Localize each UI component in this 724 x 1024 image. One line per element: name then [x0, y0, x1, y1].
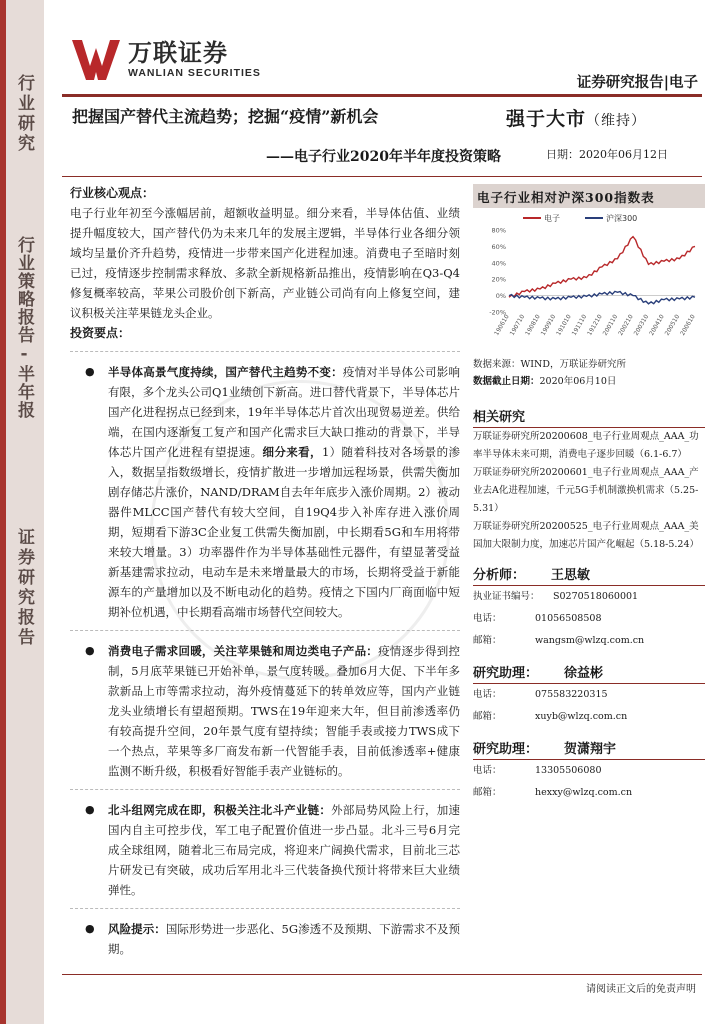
analyst-name: 王思敏 [551, 568, 591, 583]
bullet-divider [70, 630, 460, 631]
index-chart-svg [473, 208, 705, 350]
bullet-divider [70, 789, 460, 790]
y-tick-label: 80% [491, 226, 506, 235]
analyst-row-value: 01056508508 [535, 613, 602, 624]
y-tick-label: 60% [491, 242, 506, 251]
bullet-text: 外部局势风险上行，加速国内自主可控步伐，军工电子配置价值进一步凸显。北斗三号6月完成全球组网，随着北三布局完成，将迎来广阔换代需求，目前北三芯片研发已有突破，成功后军用北斗三代装备换代预计将带来巨大业绩弹性。 [108, 803, 461, 897]
rating-note: （维持） [586, 113, 647, 129]
analyst-row-key: 邮箱： [473, 635, 502, 646]
x-tick-label: 191110 [570, 313, 589, 337]
y-tick-label: -20% [489, 308, 506, 317]
bullet-heading: 北斗组网完成在即，积极关注北斗产业链： [108, 803, 332, 817]
analyst-row-key: 电话： [473, 613, 502, 624]
assistant-row-value: 13305506080 [535, 765, 602, 776]
related-research-list [473, 428, 705, 554]
analyst-label: 分析师： [473, 568, 526, 583]
analyst-heading [473, 564, 705, 586]
bullet-heading: 半导体高景气度持续，国产替代主趋势不变： [108, 365, 343, 379]
assistant-name: 徐益彬 [564, 666, 604, 681]
bullet-heading: 消费电子需求回暖，关注苹果链和周边类电子产品： [108, 644, 379, 658]
bullet-dot-icon: ● [85, 803, 95, 816]
core-view-text: 电子行业年初至今涨幅居前，超额收益明显。细分来看，半导体估值、业绩提升幅度较大，国产替代仍为未来几年的发展主逻辑，半导体行业各细分领域均呈量价齐升趋势，疫情进一步带来国产化进程加速。消费电子至暗时刻已过，疫情逐步控制需求释放、多款全新规格新品推出，疫情影响在Q3-Q4修复概率较高，苹果公司股价创下新高，产业链公司尚有向上修复空间，建议积极关注苹果链龙头企业。 [70, 206, 460, 320]
related-research-item: 万联证券研究所20200525_电子行业周观点_AAA_美国加大限制力度，加速芯片国产化崛起（5.18-5.24） [473, 521, 700, 550]
main-column [70, 183, 460, 959]
bullet-item [70, 800, 460, 900]
bullet-dot-icon: ● [85, 922, 95, 935]
x-tick-label: 190710 [508, 313, 527, 337]
x-tick-label: 190910 [539, 313, 558, 337]
side-column [473, 184, 705, 804]
bullet-text-continued: 1）随着科技对各场景的渗入，数据呈指数级增长，疫情扩散进一步增加远程场景，供需失衡加剧存储芯片涨价，NAND/DRAM自去年年底步入涨价周期。2）被动器件MLCC国产替代有较大空间，自19Q4步入补库存进入涨价周期，短期看下游3C企业复工供需失衡加剧，中长期看5G和车用将带来较大增量。3）功率器件作为半导体基础性元器件，有望显著受益新基建需求拉动，电动车是未来增量最大的市场，长期将受益于新能源车的产量增加以及不断电动化的趋势。疫情之下国内厂商面临中短期补位机遇，中长期看高端市场替代空间较大。 [108, 445, 461, 619]
x-tick-label: 200610 [679, 313, 697, 337]
assistant-row [473, 760, 705, 782]
related-research-heading: 相关研究 [473, 406, 705, 428]
assistant-label: 研究助理： [473, 742, 539, 757]
index-chart [473, 208, 705, 350]
data-cutoff-date: 2020年06月10日 [539, 376, 617, 387]
side-accent-bar [0, 0, 6, 1024]
series-line [509, 237, 695, 298]
data-cutoff [473, 373, 705, 390]
wanlian-logo-icon [70, 36, 122, 82]
report-date: 日期：2020年06月12日 [546, 148, 668, 161]
bullet-item [70, 919, 460, 959]
analyst-row [473, 630, 705, 652]
x-tick-label: 200210 [617, 313, 635, 337]
y-tick-label: 20% [491, 275, 506, 284]
bullet-dot-icon: ● [85, 644, 95, 657]
bullet-text: 疫情对半导体公司影响有限，多个龙头公司Q1业绩创下新高。进口替代背景下，半导体芯片国产化进程拐点已经到来，19年半导体芯片首次出现贸易逆差。供给端，在国内逐渐复工复产和国产化需求巨大缺口推动的背景下，半导体芯片国产化进程有望提速。 [108, 365, 460, 459]
analyst-row-key: 执业证书编号： [473, 591, 540, 602]
assistant-row-value: xuyb@wlzq.com.cn [535, 711, 628, 722]
x-tick-label: 200410 [648, 313, 666, 337]
assistant-name: 贺潇翔宇 [564, 742, 617, 757]
assistant-heading [473, 738, 705, 760]
data-source: 数据来源：WIND，万联证券研究所 [473, 359, 626, 370]
disclaimer-note: 请阅读正文后的免责声明 [586, 984, 696, 995]
side-label-industry-research: 行业研究 [14, 74, 34, 154]
related-research-item: 万联证券研究所20200601_电子行业周观点_AAA_产业去A化进程加速，千元5G手机制激换机需求（5.25-5.31） [473, 467, 699, 514]
series-line [509, 291, 695, 303]
x-tick-label: 200510 [663, 313, 682, 337]
x-tick-label: 200110 [601, 313, 620, 337]
legend-label: 沪深300 [606, 214, 638, 223]
title-divider [62, 176, 702, 177]
side-label-securities-report: 证券研究报告 [14, 528, 34, 648]
bullet-text: 疫情逐步得到控制，5月底苹果链已开始补单，景气度转暖。叠加6月大促、下半年多款新品上市等需求拉动，海外疫情蔓延下的转单效应等，国内产业链龙头业绩增长有望超预期。TWS在19年迎来大年，但目前渗透率仍有较高提升空间，20年景气度有望持续；智能手表或接力TWS成下一个热点，苹果等多厂商发布新一代智能手表，目前低渗透率+健康监测不断升级，积极看好智能手表产业链标的。 [108, 644, 461, 778]
logo-english-name: WANLIAN SECURITIES [128, 67, 261, 79]
assistant-row [473, 684, 705, 706]
analyst-row-value: S0270518060001 [553, 591, 639, 602]
x-tick-label: 191010 [555, 313, 573, 337]
chart-title: 电子行业相对沪深300指数表 [473, 184, 705, 208]
analyst-row [473, 608, 705, 630]
assistant-row-key: 邮箱： [473, 787, 502, 798]
bullet-heading: 风险提示： [108, 922, 166, 936]
side-label-strategy-report: 行业策略报告-半年报 [14, 236, 34, 419]
assistant-row-value: hexxy@wlzq.com.cn [535, 787, 633, 798]
document-type: 证券研究报告|电子 [576, 74, 698, 91]
rating [506, 104, 646, 131]
x-tick-label: 191210 [586, 313, 604, 337]
assistant-row-key: 邮箱： [473, 711, 502, 722]
data-cutoff-label: 数据截止日期： [473, 376, 540, 387]
related-research-item: 万联证券研究所20200608_电子行业周观点_AAA_功率半导体未来可期，消费电子逐步回暖（6.1-6.7） [473, 431, 699, 460]
assistant-row-key: 电话： [473, 765, 502, 776]
assistant-label: 研究助理： [473, 666, 539, 681]
assistant-row [473, 706, 705, 728]
assistant-row-key: 电话： [473, 689, 502, 700]
analyst-row-value: wangsm@wlzq.com.cn [535, 635, 645, 646]
logo-chinese-name: 万联证券 [128, 39, 228, 67]
report-subtitle: ——电子行业2020年半年度投资策略 [266, 149, 501, 165]
bullet-item [70, 641, 460, 781]
x-tick-label: 200310 [632, 313, 651, 337]
assistant-row-value: 075583220315 [535, 689, 608, 700]
side-banner [0, 0, 44, 1024]
footer-divider [62, 974, 702, 975]
bullet-divider [70, 908, 460, 909]
bullet-text: 国际形势进一步恶化、5G渗透不及预期、下游需求不及预期。 [108, 922, 460, 956]
x-tick-label: 190610 [493, 313, 511, 337]
bullet-subheading: 细分来看， [262, 445, 322, 459]
bullet-divider [70, 351, 460, 352]
header-divider [62, 94, 702, 97]
chart-source [473, 356, 705, 390]
assistant-row [473, 782, 705, 804]
bullet-dot-icon: ● [85, 365, 95, 378]
assistant-heading [473, 662, 705, 684]
analyst-row [473, 586, 705, 608]
report-title: 把握国产替代主流趋势；挖掘“疫情”新机会 [72, 107, 379, 126]
investment-points-heading: 投资要点： [70, 326, 131, 340]
company-logo [70, 36, 261, 82]
legend-label: 电子 [544, 214, 560, 223]
y-tick-label: 40% [491, 259, 506, 268]
bullet-item [70, 362, 460, 622]
core-view-heading: 行业核心观点： [70, 186, 155, 200]
y-tick-label: 0% [495, 292, 506, 301]
rating-value: 强于大市 [506, 108, 587, 130]
x-tick-label: 190810 [524, 313, 542, 337]
